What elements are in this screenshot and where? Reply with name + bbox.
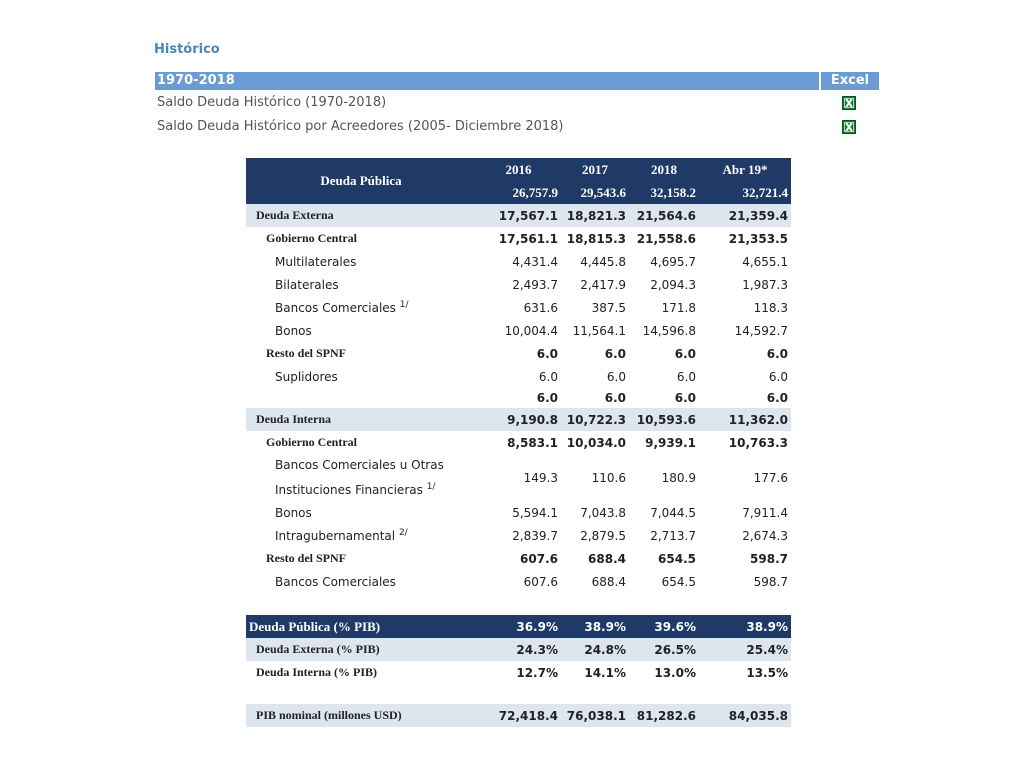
cell-value: 36.9%: [476, 615, 561, 638]
table-row: [246, 204, 791, 227]
table-row: [246, 638, 791, 661]
cell-value: 598.7: [750, 551, 788, 566]
cell-value: 688.4: [591, 574, 626, 589]
row-label: Suplidores: [275, 369, 338, 384]
cell-value: 2,879.5: [580, 528, 626, 543]
cell-value: 654.5: [658, 551, 696, 566]
cell-value: 18,821.3: [561, 204, 629, 227]
cell-value: 2,674.3: [742, 528, 788, 543]
cell-value: 607.6: [520, 551, 558, 566]
cell-value: 2,094.3: [650, 277, 696, 292]
cell-value: 13.0%: [654, 665, 696, 680]
row-label: Bancos Comerciales: [275, 574, 396, 589]
table-row: [246, 227, 791, 250]
cell-value: 6.0: [538, 369, 558, 384]
cell-value: 21,558.6: [636, 231, 696, 246]
cell-value: 13.5%: [746, 665, 788, 680]
cell-value: 14.1%: [584, 665, 626, 680]
year-header: 2017: [561, 158, 629, 182]
debt-table: [246, 158, 791, 727]
cell-value: 18,815.3: [566, 231, 626, 246]
total-value: 32,721.4: [699, 182, 791, 204]
cell-value: 6.0: [536, 346, 558, 361]
cell-value: 76,038.1: [561, 704, 629, 727]
cell-value: 2,713.7: [650, 528, 696, 543]
row-label: Resto del SPNF: [266, 551, 346, 565]
cell-value: 10,593.6: [629, 408, 699, 431]
row-label: Bonos: [275, 505, 312, 520]
table-row: [246, 319, 791, 342]
cell-value: 631.6: [523, 300, 558, 315]
period-header-bar: [155, 72, 819, 90]
table-row: [246, 342, 791, 365]
cell-value: 6.0: [604, 391, 626, 405]
cell-value: 7,911.4: [742, 505, 788, 520]
cell-value: 11,362.0: [699, 408, 791, 431]
cell-value: 149.3: [523, 470, 558, 485]
cell-value: 10,004.4: [504, 323, 558, 338]
cell-value: 110.6: [591, 470, 626, 485]
cell-value: 17,561.1: [498, 231, 558, 246]
row-label: Bancos Comerciales u Otras Instituciones Financieras $^{1/}$: [275, 458, 444, 497]
cell-value: 9,190.8: [476, 408, 561, 431]
period-label: 1970-2018: [157, 73, 235, 88]
row-label: Deuda Interna (% PIB): [256, 665, 378, 679]
cell-value: 4,431.4: [512, 254, 558, 269]
cell-value: 607.6: [523, 574, 558, 589]
excel-file-icon[interactable]: [842, 120, 856, 134]
section-title: Histórico: [154, 42, 220, 57]
cell-value: 688.4: [588, 551, 626, 566]
cell-value: 38.9%: [699, 615, 791, 638]
year-header: Abr 19*: [699, 158, 791, 182]
row-label: [246, 388, 476, 408]
cell-value: 180.9: [661, 470, 696, 485]
row-label: Deuda Pública (% PIB): [246, 615, 476, 638]
cell-value: 12.7%: [516, 665, 558, 680]
cell-value: 21,353.5: [728, 231, 788, 246]
table-row: [246, 454, 791, 501]
cell-value: 10,034.0: [566, 435, 626, 450]
table-row: [246, 296, 791, 319]
cell-value: 1,987.3: [742, 277, 788, 292]
cell-value: 4,695.7: [650, 254, 696, 269]
cell-value: 14,592.7: [734, 323, 788, 338]
row-label: Gobierno Central: [266, 231, 357, 245]
excel-column-header: Excel: [821, 72, 879, 90]
year-header: 2016: [476, 158, 561, 182]
table-row: [246, 547, 791, 570]
cell-value: 8,583.1: [507, 435, 558, 450]
cell-value: 84,035.8: [699, 704, 791, 727]
cell-value: 39.6%: [629, 615, 699, 638]
cell-value: 21,359.4: [699, 204, 791, 227]
cell-value: 38.9%: [561, 615, 629, 638]
row-label: Intragubernamental $^{2/}$: [275, 528, 408, 543]
cell-value: 6.0: [766, 391, 788, 405]
total-value: 29,543.6: [561, 182, 629, 204]
cell-value: 2,493.7: [512, 277, 558, 292]
cell-value: 21,564.6: [629, 204, 699, 227]
cell-value: 10,763.3: [728, 435, 788, 450]
table-row: [246, 501, 791, 524]
table-row: [246, 704, 791, 727]
cell-value: 654.5: [661, 574, 696, 589]
year-header: 2018: [629, 158, 699, 182]
spacer-row: [246, 593, 791, 615]
row-label: Bonos: [275, 323, 312, 338]
cell-value: 6.0: [536, 391, 558, 405]
table-header-label: Deuda Pública: [246, 158, 476, 204]
footnote-marker: 2/: [398, 528, 408, 538]
cell-value: 6.0: [674, 391, 696, 405]
cell-value: 387.5: [591, 300, 626, 315]
cell-value: 26.5%: [629, 638, 699, 661]
row-label: Deuda Externa (% PIB): [246, 638, 476, 661]
spacer-row: [246, 684, 791, 704]
footnote-marker: 1/: [426, 482, 436, 492]
cell-value: 598.7: [753, 574, 788, 589]
row-label: Bancos Comerciales $^{1/}$: [275, 300, 409, 315]
cell-value: 171.8: [661, 300, 696, 315]
row-label: Gobierno Central: [266, 435, 357, 449]
table-row: [246, 524, 791, 547]
cell-value: 14,596.8: [642, 323, 696, 338]
table-row: [246, 250, 791, 273]
cell-value: 11,564.1: [572, 323, 626, 338]
cell-value: 7,044.5: [650, 505, 696, 520]
cell-value: 6.0: [766, 346, 788, 361]
cell-value: 6.0: [606, 369, 626, 384]
table-row: [246, 661, 791, 684]
cell-value: 6.0: [676, 369, 696, 384]
footnote-marker: 1/: [399, 300, 409, 310]
table-row: [246, 365, 791, 388]
total-value: 32,158.2: [629, 182, 699, 204]
cell-value: 24.8%: [561, 638, 629, 661]
cell-value: 7,043.8: [580, 505, 626, 520]
total-value: 26,757.9: [476, 182, 561, 204]
row-label: Deuda Interna: [246, 408, 476, 431]
cell-value: 177.6: [753, 470, 788, 485]
row-label: Resto del SPNF: [266, 346, 346, 360]
cell-value: 72,418.4: [476, 704, 561, 727]
row-label: Bilaterales: [275, 277, 339, 292]
table-row: [246, 615, 791, 638]
link-saldo-deuda-historico[interactable]: Saldo Deuda Histórico (1970-2018): [157, 95, 387, 110]
cell-value: 6.0: [604, 346, 626, 361]
cell-value: 9,939.1: [645, 435, 696, 450]
cell-value: 6.0: [768, 369, 788, 384]
cell-value: 2,839.7: [512, 528, 558, 543]
table-row: [246, 570, 791, 593]
table-row: [246, 431, 791, 454]
cell-value: 6.0: [674, 346, 696, 361]
cell-value: 25.4%: [699, 638, 791, 661]
cell-value: 118.3: [753, 300, 788, 315]
cell-value: 17,567.1: [476, 204, 561, 227]
table-row: [246, 388, 791, 408]
cell-value: 24.3%: [476, 638, 561, 661]
cell-value: 5,594.1: [512, 505, 558, 520]
link-saldo-deuda-acreedores[interactable]: Saldo Deuda Histórico por Acreedores (2005- Diciembre 2018): [157, 119, 564, 134]
cell-value: 2,417.9: [580, 277, 626, 292]
row-label: PIB nominal (millones USD): [246, 704, 476, 727]
row-label: Deuda Externa: [246, 204, 476, 227]
cell-value: 10,722.3: [561, 408, 629, 431]
table-row: [246, 408, 791, 431]
cell-value: 4,655.1: [742, 254, 788, 269]
excel-file-icon[interactable]: [842, 96, 856, 110]
table-row: [246, 273, 791, 296]
cell-value: 81,282.6: [629, 704, 699, 727]
row-label: Multilaterales: [275, 254, 357, 269]
cell-value: 4,445.8: [580, 254, 626, 269]
